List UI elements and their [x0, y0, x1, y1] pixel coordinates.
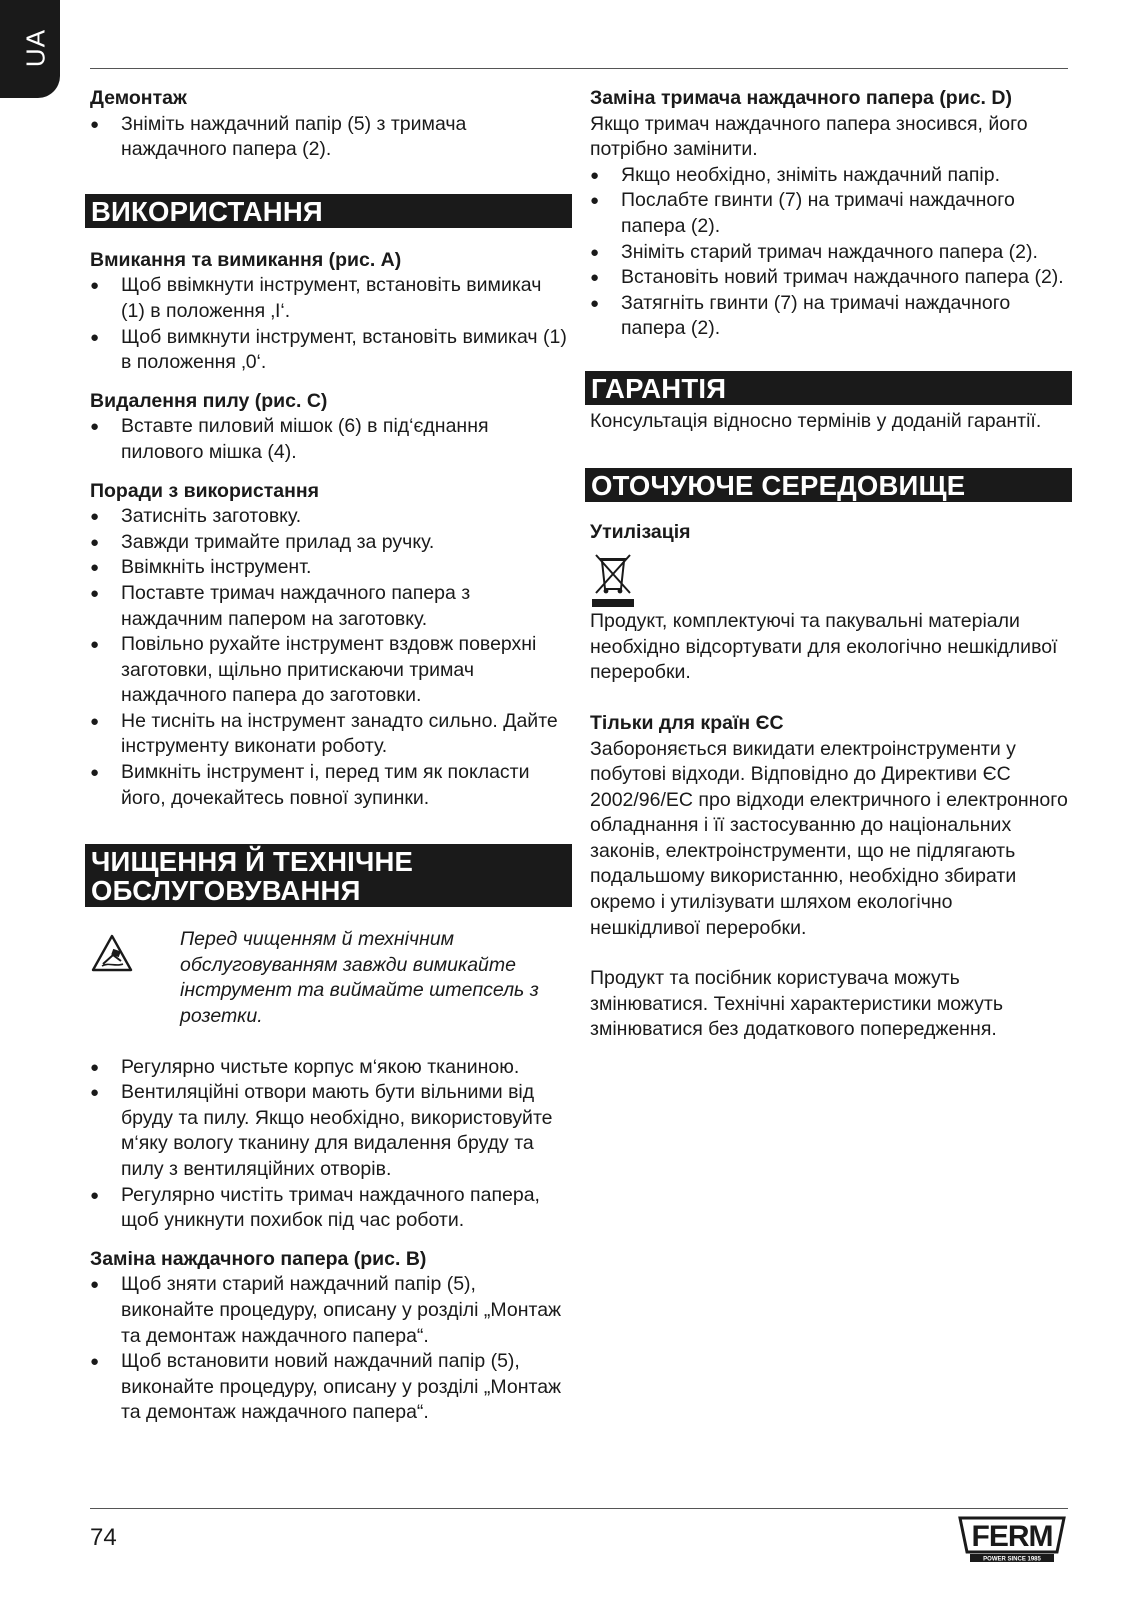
dust-title: Видалення пилу (рис. C)	[90, 389, 328, 412]
tips-list	[90, 504, 568, 811]
demount-list	[90, 112, 568, 163]
list-item: ● Регулярно чистьте корпус м‘якою тканиною.	[90, 1055, 568, 1081]
list-item: ● Поставте тримач наждачного паперa з наждачним папером на заготовку.	[90, 581, 568, 632]
dust-list	[90, 414, 568, 465]
footer-rule	[90, 1508, 1068, 1509]
list-item: ● Завжди тримайте прилад за ручку.	[90, 530, 568, 556]
left-column	[90, 86, 568, 1426]
language-tab	[0, 0, 60, 98]
demount-title: Демонтаж	[90, 87, 187, 109]
svg-text:FERM: FERM	[971, 1520, 1053, 1553]
list-item: ● Затягніть гвинти (7) на тримачі наждачного паперa (2).	[590, 291, 1068, 342]
list-item: ● Регулярно чистіть тримач наждачного паперa, щоб уникнути похибок під час роботи.	[90, 1183, 568, 1234]
list-item: ● Повільно рухайте інструмент вздовж поверхні заготовки, щільно притискаючи тримач наждачного паперa до заготовки.	[90, 632, 568, 709]
list-item: ● Вставте пиловий мішок (6) в під‘єднання пилового мішка (4).	[90, 414, 568, 465]
holder-list	[590, 163, 1068, 342]
cleaning-heading-line-1: ЧИЩЕННЯ Й ТЕХНІЧНЕ	[91, 846, 414, 878]
list-item: ● Якщо необхідно, зніміть наждачний папір.	[590, 163, 1068, 189]
disposal-title: Утилізація	[590, 520, 691, 543]
eu-text: Забороняється викидати електроінструменти у побутові відходи. Відповідно до Директиви ЄС 2002/96/ЕС про відходи електричного і електронного обладнання і її застосуванню до національних законів, електроінструменти, що не підлягають подальшому використанню, необхідно збирати окремо і утилізувати шляхом екологічно нешкідливої переробки.	[590, 737, 1068, 939]
list-item: ● Щоб встановити новий наждачний папір (5), виконайте процедуру, описану у розділі „Монтаж та демонтаж наждачного паперa“.	[90, 1349, 568, 1426]
change-notice: Продукт та посібник користувача можуть змінюватися. Технічні характеристики можуть змінюватися без додаткового попередження.	[590, 967, 1004, 1041]
switch-list	[90, 273, 568, 375]
replace-paper-title: Заміна наждачного паперa (рис. B)	[90, 1247, 427, 1270]
disposal-text: Продукт, комплектуючі та пакувальні матеріали необхідно відсортувати для екологічно нешкідливої переробки.	[590, 610, 1058, 684]
list-item: ● Затисніть заготовку.	[90, 504, 568, 530]
cleaning-heading-line-2: ОБСЛУГОВУВАННЯ	[91, 875, 361, 907]
disconnect-plug-warning-icon	[90, 927, 180, 981]
eu-title: Тільки для країн ЄС	[590, 711, 784, 734]
crossed-out-wheelie-bin-icon	[590, 549, 640, 609]
safety-warning	[90, 927, 568, 1029]
list-item: ● Послабте гвинти (7) на тримачі наждачного паперa (2).	[590, 188, 1068, 239]
usage-heading: ВИКОРИСТАННЯ	[85, 194, 572, 228]
holder-title: Заміна тримача наждачного паперa (рис. D)	[590, 87, 1012, 109]
switch-title: Вмикання та вимикання (рис. A)	[90, 248, 402, 271]
right-column	[590, 86, 1068, 1043]
svg-text:POWER SINCE 1985: POWER SINCE 1985	[983, 1556, 1041, 1562]
header-rule	[90, 68, 1068, 69]
replace-paper-list	[90, 1272, 568, 1426]
list-item: ● Щоб зняти старий наждачний папір (5), виконайте процедуру, описану у розділі „Монтаж та демонтаж наждачного паперa“.	[90, 1272, 568, 1349]
ferm-logo	[954, 1516, 1070, 1567]
cleaning-heading	[85, 844, 572, 907]
tips-title: Поради з використання	[90, 479, 320, 502]
cleaning-list	[90, 1055, 568, 1234]
holder-intro: Якщо тримач наждачного паперa зносився, його потрібно замінити.	[590, 112, 1028, 161]
list-item: ● Вимкніть інструмент і, перед тим як покласти його, дочекайтесь повної зупинки.	[90, 760, 568, 811]
list-item: ● Зніміть старий тримач наждачного паперa (2).	[590, 240, 1068, 266]
list-item: ● Щоб ввімкнути інструмент, встановіть вимикач (1) в положення ‚I‘.	[90, 273, 568, 324]
list-item: ● Щоб вимкнути інструмент, встановіть вимикач (1) в положення ‚0‘.	[90, 325, 568, 376]
list-item: ● Не тисніть на інструмент занадто сильно. Дайте інструменту виконати роботу.	[90, 709, 568, 760]
warranty-text: Консультація відносно термінів у доданій гарантії.	[590, 409, 1042, 432]
warranty-heading: ГАРАНТІЯ	[585, 371, 1072, 405]
language-code: UA	[20, 28, 51, 68]
list-item: ● Вентиляційні отвори мають бути вільними від бруду та пилу. Якщо необхідно, використовуйте м‘яку вологу тканину для видалення бруду та пилу з вентиляційних отворів.	[90, 1080, 568, 1182]
safety-warning-text: Перед чищенням й технічним обслуговуванням завжди вимикайте інструмент та виймайте штепсель з розетки.	[180, 928, 539, 1028]
list-item: ● Ввімкніть інструмент.	[90, 555, 568, 581]
environment-heading: ОТОЧУЮЧЕ СЕРЕДОВИЩЕ	[585, 468, 1072, 502]
page-number: 74	[90, 1524, 117, 1551]
list-item: ● Встановіть новий тримач наждачного паперa (2).	[590, 265, 1068, 291]
list-item: ● Зніміть наждачний папір (5) з тримача наждачного паперa (2).	[90, 112, 568, 163]
